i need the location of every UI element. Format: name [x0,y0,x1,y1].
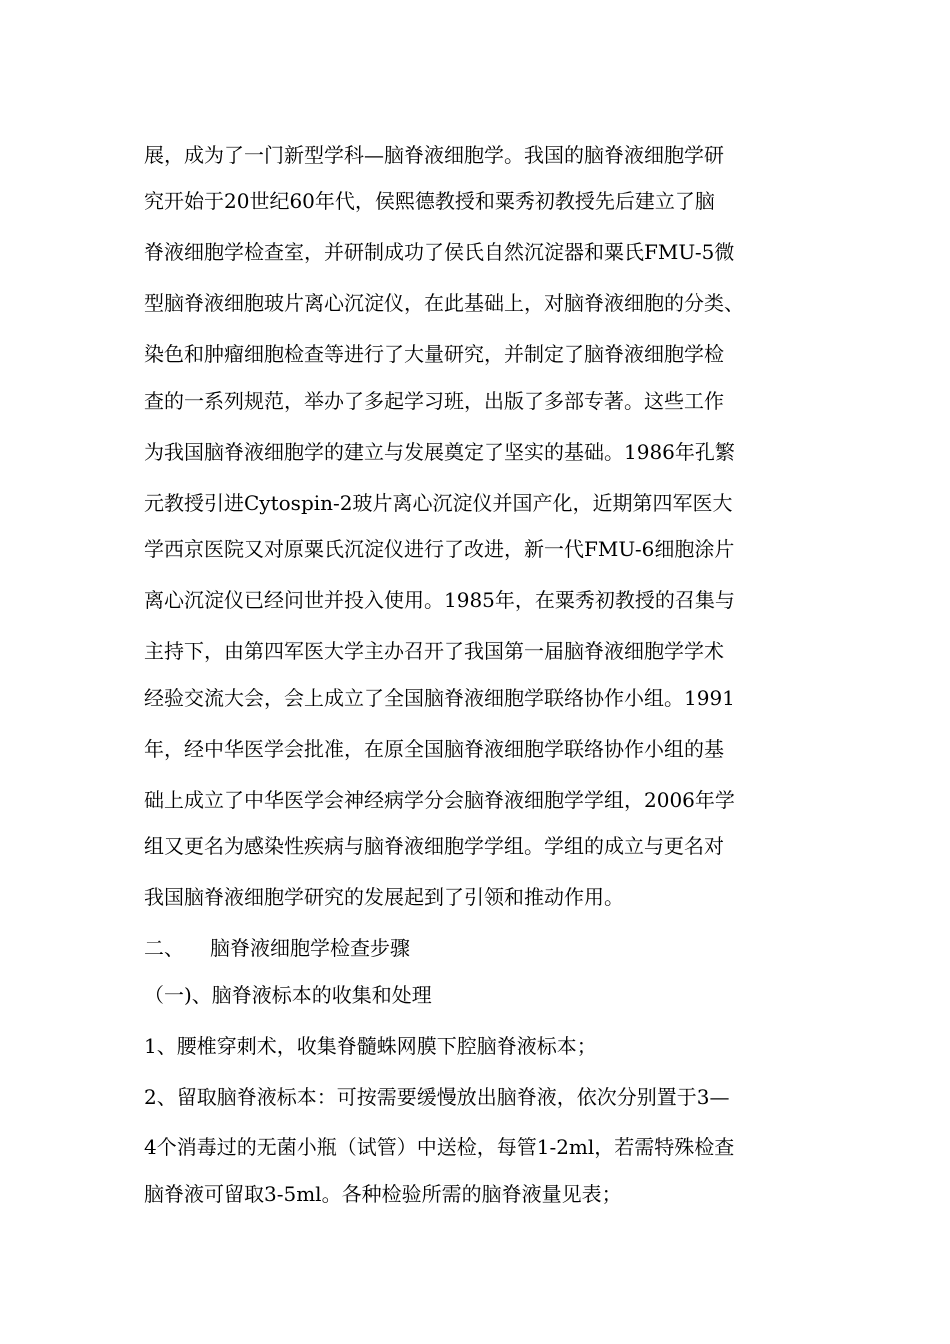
section-number: 二、 [144,936,184,960]
subsection-heading: （一)、脑脊液标本的收集和处理 [144,983,432,1007]
step-line: 4个消毒过的无菌小瓶（试管）中送检，每管1-2ml，若需特殊检查 [144,1135,735,1159]
paragraph-line: 染色和肿瘤细胞检查等进行了大量研究，并制定了脑脊液细胞学检 [144,342,724,366]
step-line: 2、留取脑脊液标本：可按需要缓慢放出脑脊液，依次分别置于3— [144,1085,730,1109]
section-title: 脑脊液细胞学检查步骤 [210,936,410,960]
paragraph-line: 主持下，由第四军医大学主办召开了我国第一届脑脊液细胞学学术 [144,639,724,663]
paragraph-line: 型脑脊液细胞玻片离心沉淀仪，在此基础上，对脑脊液细胞的分类、 [144,291,744,315]
paragraph-line: 查的一系列规范，举办了多起学习班，出版了多部专著。这些工作 [144,389,724,413]
paragraph-line: 础上成立了中华医学会神经病学分会脑脊液细胞学学组，2006年学 [144,788,735,812]
paragraph-line: 组又更名为感染性疾病与脑脊液细胞学学组。学组的成立与更名对 [144,834,724,858]
paragraph-line: 展，成为了一门新型学科—脑脊液细胞学。我国的脑脊液细胞学研 [144,143,724,167]
paragraph-line: 年，经中华医学会批准，在原全国脑脊液细胞学联络协作小组的基 [144,737,724,761]
paragraph-line: 我国脑脊液细胞学研究的发展起到了引领和推动作用。 [144,885,624,909]
paragraph-line: 元教授引进Cytospin-2玻片离心沉淀仪并国产化，近期第四军医大 [144,491,733,515]
step-line: 1、腰椎穿刺术，收集脊髓蛛网膜下腔脑脊液标本； [144,1034,597,1058]
paragraph-line: 脊液细胞学检查室，并研制成功了侯氏自然沉淀器和粟氏FMU-5微 [144,240,735,264]
paragraph-line: 离心沉淀仪已经问世并投入使用。1985年，在粟秀初教授的召集与 [144,588,735,612]
step-line: 脑脊液可留取3-5ml。各种检验所需的脑脊液量见表； [144,1182,622,1206]
section-heading [144,936,410,960]
paragraph-line: 学西京医院又对原粟氏沉淀仪进行了改进，新一代FMU-6细胞涂片 [144,537,735,561]
paragraph-line: 为我国脑脊液细胞学的建立与发展奠定了坚实的基础。1986年孔繁 [144,440,735,464]
paragraph-line: 经验交流大会，会上成立了全国脑脊液细胞学联络协作小组。1991 [144,686,735,710]
paragraph-line: 究开始于20世纪60年代，侯熙德教授和粟秀初教授先后建立了脑 [144,189,715,213]
